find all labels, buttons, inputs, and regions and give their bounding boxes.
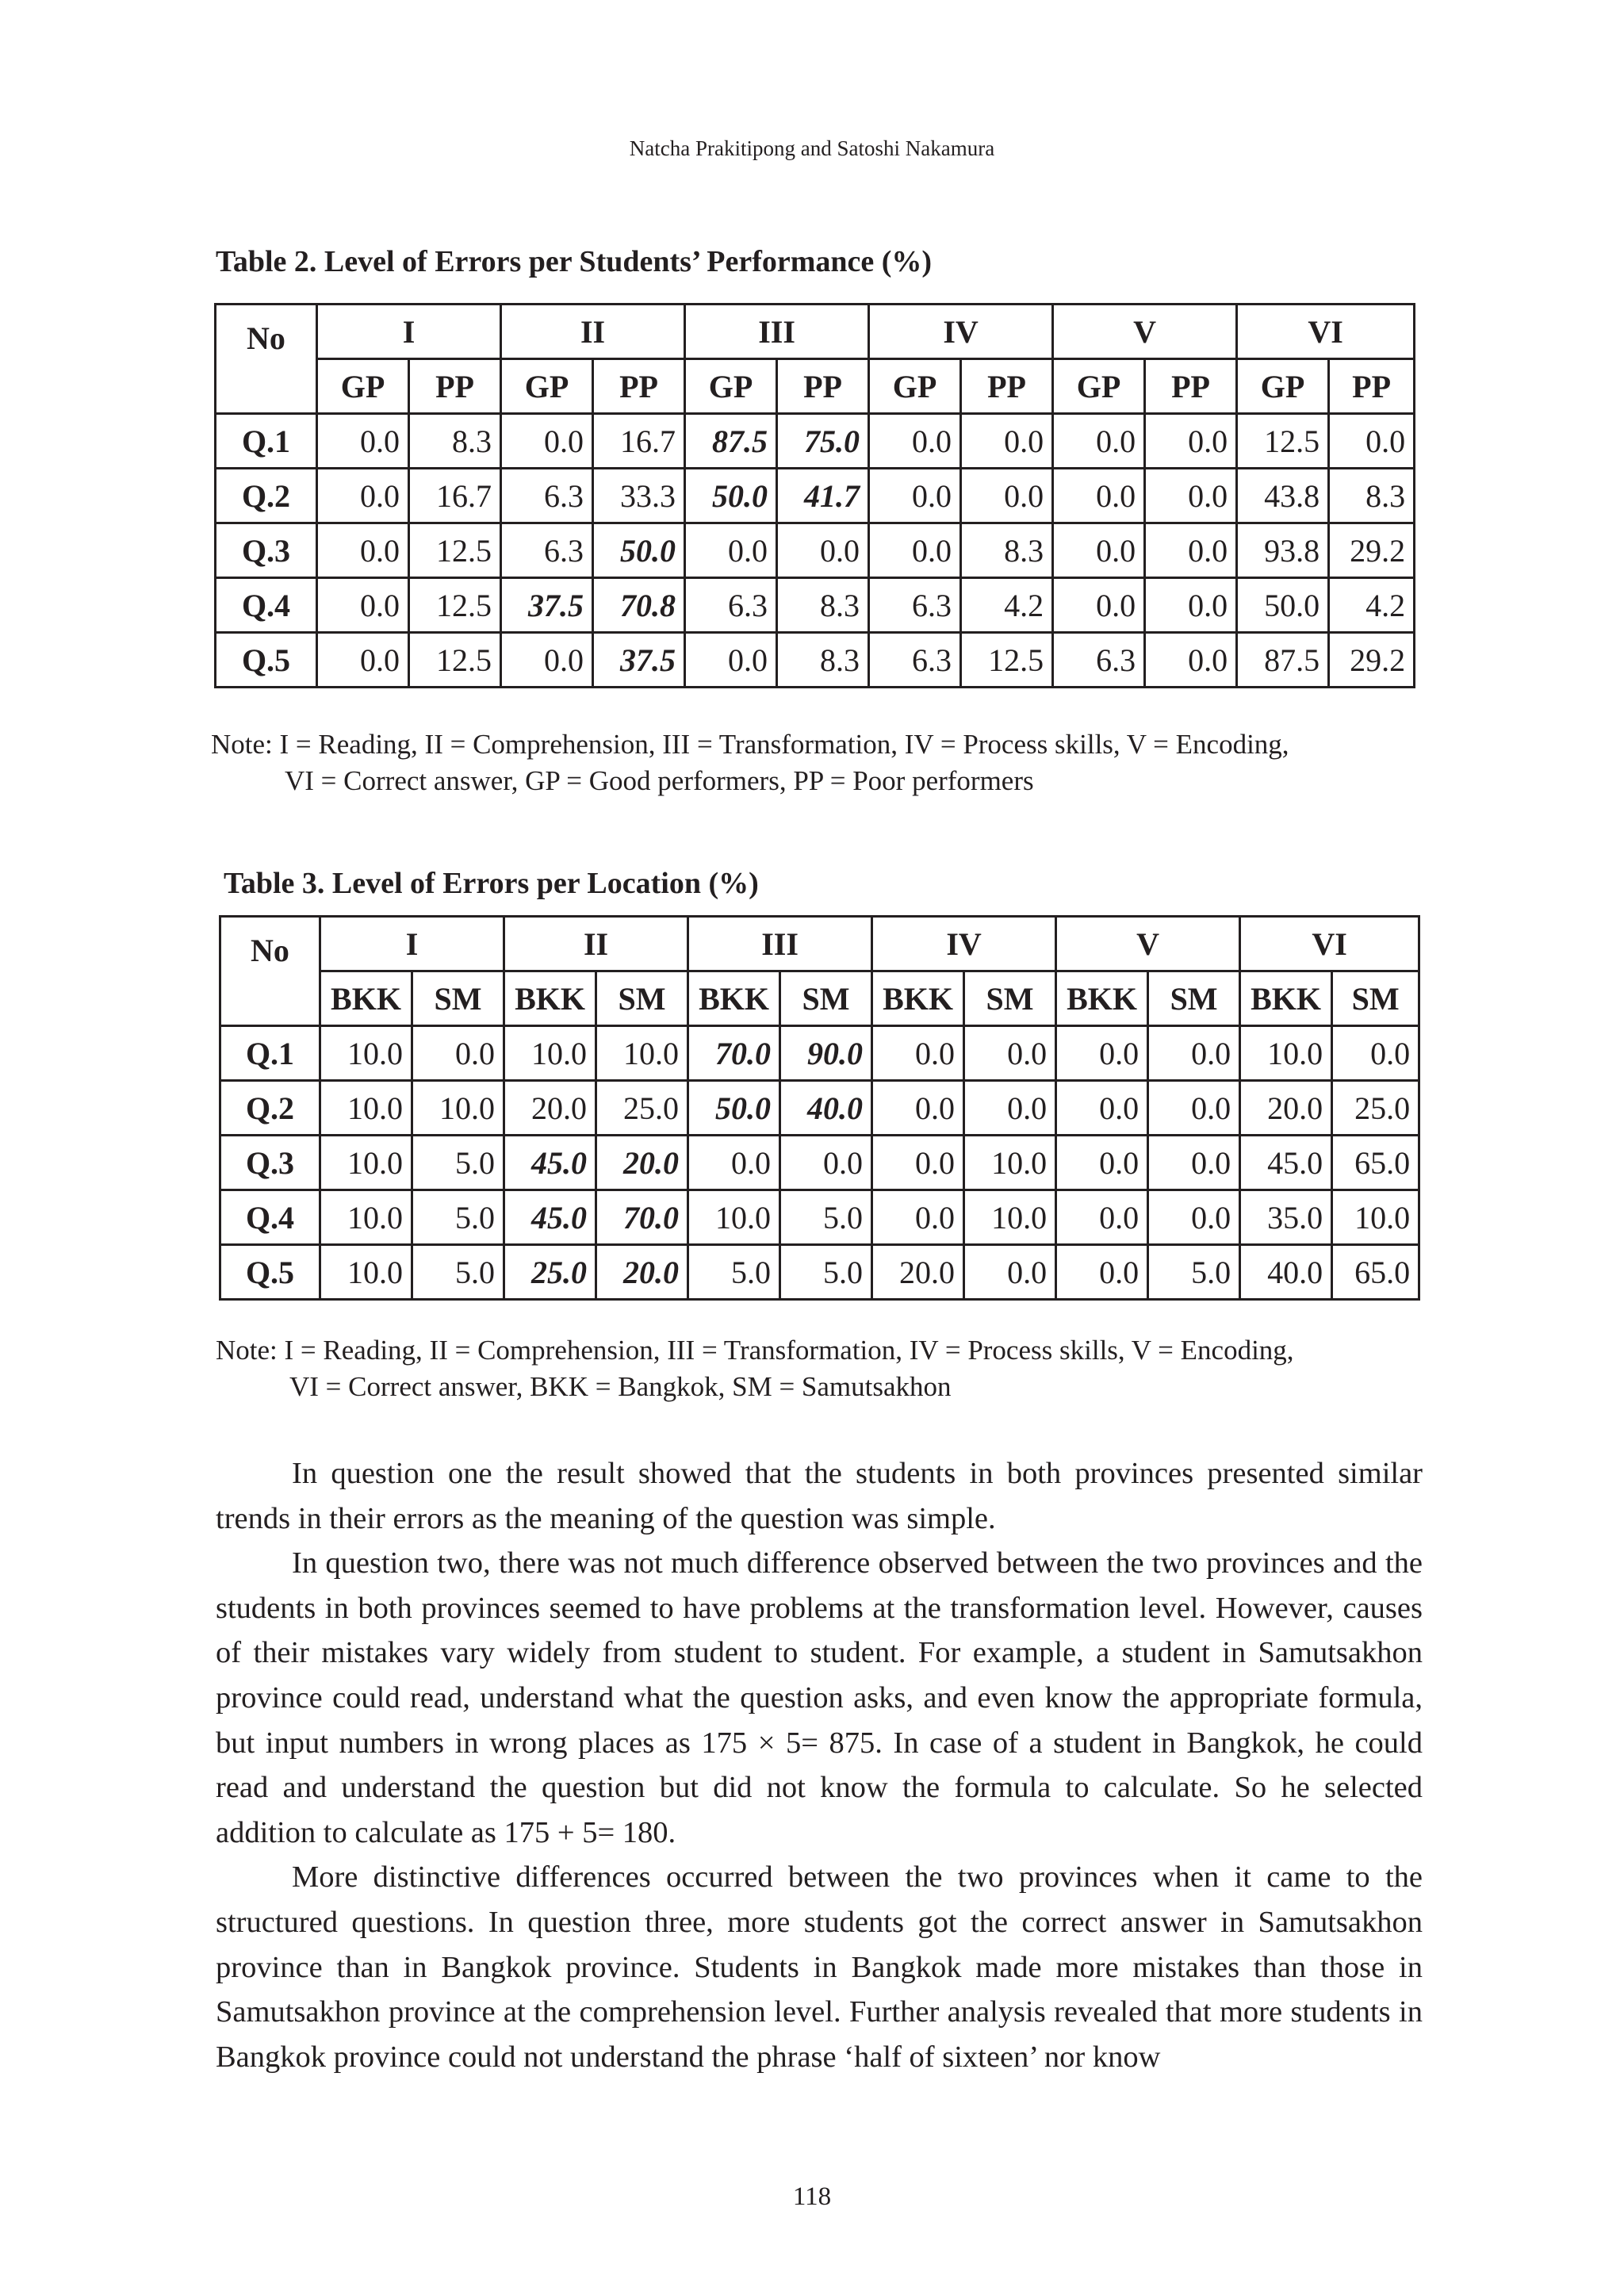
table-cell: 0.0 [869, 523, 961, 578]
table-cell: 5.0 [412, 1245, 504, 1300]
table-cell: 0.0 [501, 633, 593, 688]
table-cell: 0.0 [869, 469, 961, 523]
table-row [220, 1190, 1419, 1245]
table3-note-line2: VI = Correct answer, BKK = Bangkok, SM = Samutsakhon [289, 1371, 952, 1402]
table-cell: 35.0 [1240, 1190, 1332, 1245]
table2-note-line1: Note: I = Reading, II = Comprehension, III = Transformation, IV = Process skills, V = Encoding, [211, 729, 1289, 760]
table-cell: 10.0 [320, 1026, 412, 1081]
group-header: II [501, 305, 685, 359]
table-cell: 10.0 [320, 1245, 412, 1300]
sub-header: BKK [504, 971, 596, 1026]
table-cell: 10.0 [412, 1081, 504, 1136]
row-label: Q.5 [220, 1245, 320, 1300]
table-cell: 0.0 [688, 1136, 780, 1190]
row-label: Q.1 [216, 414, 317, 469]
table-cell: 0.0 [412, 1026, 504, 1081]
row-label: Q.1 [220, 1026, 320, 1081]
header-row-subgroups [220, 971, 1419, 1026]
sub-header: GP [1237, 359, 1329, 414]
table-cell: 41.7 [777, 469, 869, 523]
table-cell: 0.0 [1148, 1190, 1240, 1245]
sub-header: PP [1145, 359, 1237, 414]
table3-body [220, 917, 1419, 1300]
table-row [216, 414, 1415, 469]
table-cell: 0.0 [869, 414, 961, 469]
table-cell: 0.0 [1056, 1081, 1148, 1136]
table-cell: 50.0 [1237, 578, 1329, 633]
table3-note-line1: Note: I = Reading, II = Comprehension, III = Transformation, IV = Process skills, V = Encoding, [216, 1335, 1294, 1366]
table-cell: 90.0 [780, 1026, 872, 1081]
group-header: III [685, 305, 869, 359]
table-cell: 8.3 [777, 578, 869, 633]
sub-header: BKK [1056, 971, 1148, 1026]
table-cell: 45.0 [504, 1190, 596, 1245]
table-cell: 12.5 [961, 633, 1053, 688]
table-cell: 10.0 [320, 1081, 412, 1136]
table-cell: 20.0 [596, 1245, 688, 1300]
sub-header: PP [1329, 359, 1415, 414]
table-cell: 0.0 [872, 1136, 964, 1190]
table-cell: 6.3 [685, 578, 777, 633]
table-cell: 0.0 [685, 523, 777, 578]
table3-note [216, 1332, 1294, 1405]
table-cell: 0.0 [961, 414, 1053, 469]
group-header: V [1056, 917, 1240, 971]
paragraph: More distinctive differences occurred between the two provinces when it came to the structured questions. In question three, more students got the correct answer in Samutsakhon province than in Bangkok province. Students in Bangkok made more mistakes than those in Samutsakhon province at the comprehension level. Further analysis revealed that more students in Bangkok province could not understand the phrase ‘half of sixteen’ nor know [216, 1860, 1423, 2074]
group-header: II [504, 917, 688, 971]
group-header: VI [1240, 917, 1419, 971]
table-cell: 6.3 [501, 523, 593, 578]
table-cell: 0.0 [685, 633, 777, 688]
table-cell: 20.0 [872, 1245, 964, 1300]
table-cell: 0.0 [964, 1245, 1056, 1300]
table-cell: 10.0 [964, 1136, 1056, 1190]
table-cell: 65.0 [1332, 1136, 1419, 1190]
table-cell: 5.0 [412, 1136, 504, 1190]
table-cell: 10.0 [1240, 1026, 1332, 1081]
table-row [216, 578, 1415, 633]
table-cell: 45.0 [1240, 1136, 1332, 1190]
table-cell: 20.0 [504, 1081, 596, 1136]
sub-header: PP [593, 359, 685, 414]
header-row-subgroups [216, 359, 1415, 414]
table-cell: 0.0 [501, 414, 593, 469]
table-cell: 0.0 [964, 1026, 1056, 1081]
table2-note [211, 726, 1289, 799]
table-cell: 0.0 [1148, 1081, 1240, 1136]
table-cell: 0.0 [1056, 1026, 1148, 1081]
table-cell: 0.0 [1329, 414, 1415, 469]
table-cell: 70.8 [593, 578, 685, 633]
sub-header: GP [685, 359, 777, 414]
table-cell: 10.0 [320, 1190, 412, 1245]
table-cell: 4.2 [961, 578, 1053, 633]
group-header: VI [1237, 305, 1415, 359]
sub-header: GP [317, 359, 409, 414]
table-cell: 0.0 [317, 414, 409, 469]
sub-header: PP [409, 359, 501, 414]
table-cell: 0.0 [1056, 1136, 1148, 1190]
running-head: Natcha Prakitipong and Satoshi Nakamura [629, 136, 995, 160]
table-cell: 50.0 [685, 469, 777, 523]
group-header: IV [872, 917, 1056, 971]
sub-header: SM [412, 971, 504, 1026]
sub-header: SM [1332, 971, 1419, 1026]
table-cell: 0.0 [1053, 469, 1145, 523]
table-cell: 37.5 [593, 633, 685, 688]
table-cell: 87.5 [1237, 633, 1329, 688]
table-cell: 25.0 [1332, 1081, 1419, 1136]
sub-header: SM [964, 971, 1056, 1026]
table-cell: 0.0 [317, 578, 409, 633]
group-header: V [1053, 305, 1237, 359]
table-cell: 0.0 [317, 523, 409, 578]
table-cell: 25.0 [504, 1245, 596, 1300]
table-cell: 25.0 [596, 1081, 688, 1136]
table-cell: 29.2 [1329, 633, 1415, 688]
table-cell: 8.3 [961, 523, 1053, 578]
table3-caption: Table 3. Level of Errors per Location (%) [224, 867, 759, 900]
table-row [216, 523, 1415, 578]
group-header: III [688, 917, 872, 971]
table-cell: 12.5 [409, 633, 501, 688]
table-cell: 43.8 [1237, 469, 1329, 523]
table-cell: 0.0 [872, 1026, 964, 1081]
table-cell: 8.3 [409, 414, 501, 469]
sub-header: GP [869, 359, 961, 414]
body-text [216, 1451, 1423, 2079]
table-cell: 0.0 [1145, 578, 1237, 633]
table-cell: 10.0 [964, 1190, 1056, 1245]
table-cell: 16.7 [409, 469, 501, 523]
table-cell: 12.5 [409, 523, 501, 578]
table-cell: 50.0 [688, 1081, 780, 1136]
sub-header: BKK [688, 971, 780, 1026]
table-cell: 50.0 [593, 523, 685, 578]
paragraph: In question one the result showed that the students in both provinces presented similar trends in their errors as the meaning of the question was simple. [216, 1457, 1423, 1535]
table-row [216, 633, 1415, 688]
table-cell: 0.0 [1145, 523, 1237, 578]
table-cell: 4.2 [1329, 578, 1415, 633]
table-cell: 0.0 [964, 1081, 1056, 1136]
row-label: Q.2 [216, 469, 317, 523]
sub-header: SM [1148, 971, 1240, 1026]
table-cell: 16.7 [593, 414, 685, 469]
table-cell: 10.0 [320, 1136, 412, 1190]
table2 [214, 303, 1415, 688]
no-header: No [220, 917, 320, 1026]
table-cell: 5.0 [688, 1245, 780, 1300]
table-cell: 0.0 [872, 1190, 964, 1245]
table2-body [216, 305, 1415, 688]
table-cell: 0.0 [1148, 1026, 1240, 1081]
table-row [220, 1136, 1419, 1190]
table-cell: 0.0 [1145, 633, 1237, 688]
table-cell: 0.0 [1056, 1245, 1148, 1300]
row-label: Q.3 [220, 1136, 320, 1190]
table-cell: 0.0 [1053, 578, 1145, 633]
table-cell: 0.0 [780, 1136, 872, 1190]
sub-header: GP [1053, 359, 1145, 414]
table-cell: 6.3 [501, 469, 593, 523]
table-cell: 6.3 [869, 633, 961, 688]
header-row-groups [216, 305, 1415, 359]
table-row [220, 1026, 1419, 1081]
table-cell: 29.2 [1329, 523, 1415, 578]
table-cell: 12.5 [409, 578, 501, 633]
sub-header: GP [501, 359, 593, 414]
table-cell: 5.0 [780, 1245, 872, 1300]
table-cell: 10.0 [596, 1026, 688, 1081]
table-cell: 0.0 [872, 1081, 964, 1136]
sub-header: SM [596, 971, 688, 1026]
table-cell: 0.0 [777, 523, 869, 578]
table-cell: 37.5 [501, 578, 593, 633]
group-header: I [320, 917, 504, 971]
table-cell: 12.5 [1237, 414, 1329, 469]
row-label: Q.3 [216, 523, 317, 578]
table-cell: 70.0 [596, 1190, 688, 1245]
table-cell: 6.3 [869, 578, 961, 633]
table-cell: 0.0 [1053, 523, 1145, 578]
table-cell: 45.0 [504, 1136, 596, 1190]
page-number: 118 [792, 2182, 832, 2211]
row-label: Q.4 [216, 578, 317, 633]
row-label: Q.2 [220, 1081, 320, 1136]
table-cell: 10.0 [504, 1026, 596, 1081]
sub-header: BKK [320, 971, 412, 1026]
table-cell: 6.3 [1053, 633, 1145, 688]
table-cell: 33.3 [593, 469, 685, 523]
group-header: IV [869, 305, 1053, 359]
table2-caption: Table 2. Level of Errors per Students’ Performance (%) [216, 245, 933, 278]
table-cell: 40.0 [1240, 1245, 1332, 1300]
table-cell: 0.0 [1145, 414, 1237, 469]
table-cell: 75.0 [777, 414, 869, 469]
sub-header: SM [780, 971, 872, 1026]
table-cell: 0.0 [1056, 1190, 1148, 1245]
table-cell: 5.0 [1148, 1245, 1240, 1300]
table-cell: 8.3 [777, 633, 869, 688]
table-row [220, 1081, 1419, 1136]
table-cell: 93.8 [1237, 523, 1329, 578]
row-label: Q.5 [216, 633, 317, 688]
table-cell: 65.0 [1332, 1245, 1419, 1300]
table-row [216, 469, 1415, 523]
table-cell: 40.0 [780, 1081, 872, 1136]
paragraph: In question two, there was not much difference observed between the two provinces and the students in both provinces seemed to have problems at the transformation level. However, causes of their mistakes vary widely from student to student. For example, a student in Samutsakhon province could read, understand what the question asks, and even know the appropriate formula, but input numbers in wrong places as 175 × 5= 875. In case of a student in Bangkok, he could read and understand the question but did not know the formula to calculate. So he selected addition to calculate as 175 + 5= 180. [216, 1546, 1423, 1849]
table2-note-line2: VI = Correct answer, GP = Good performers, PP = Poor performers [285, 765, 1034, 796]
table-cell: 0.0 [317, 469, 409, 523]
group-header: I [317, 305, 501, 359]
table-cell: 5.0 [780, 1190, 872, 1245]
table-cell: 20.0 [596, 1136, 688, 1190]
table-cell: 20.0 [1240, 1081, 1332, 1136]
header-row-groups [220, 917, 1419, 971]
sub-header: PP [777, 359, 869, 414]
table-cell: 0.0 [1148, 1136, 1240, 1190]
table-cell: 5.0 [412, 1190, 504, 1245]
sub-header: BKK [872, 971, 964, 1026]
table-cell: 0.0 [961, 469, 1053, 523]
table-cell: 0.0 [1332, 1026, 1419, 1081]
table-cell: 10.0 [1332, 1190, 1419, 1245]
table-cell: 87.5 [685, 414, 777, 469]
table-cell: 10.0 [688, 1190, 780, 1245]
sub-header: BKK [1240, 971, 1332, 1026]
table-cell: 8.3 [1329, 469, 1415, 523]
table-cell: 0.0 [317, 633, 409, 688]
row-label: Q.4 [220, 1190, 320, 1245]
table-cell: 0.0 [1145, 469, 1237, 523]
table-cell: 0.0 [1053, 414, 1145, 469]
table3 [219, 915, 1420, 1301]
table-cell: 70.0 [688, 1026, 780, 1081]
no-header: No [216, 305, 317, 414]
sub-header: PP [961, 359, 1053, 414]
table-row [220, 1245, 1419, 1300]
